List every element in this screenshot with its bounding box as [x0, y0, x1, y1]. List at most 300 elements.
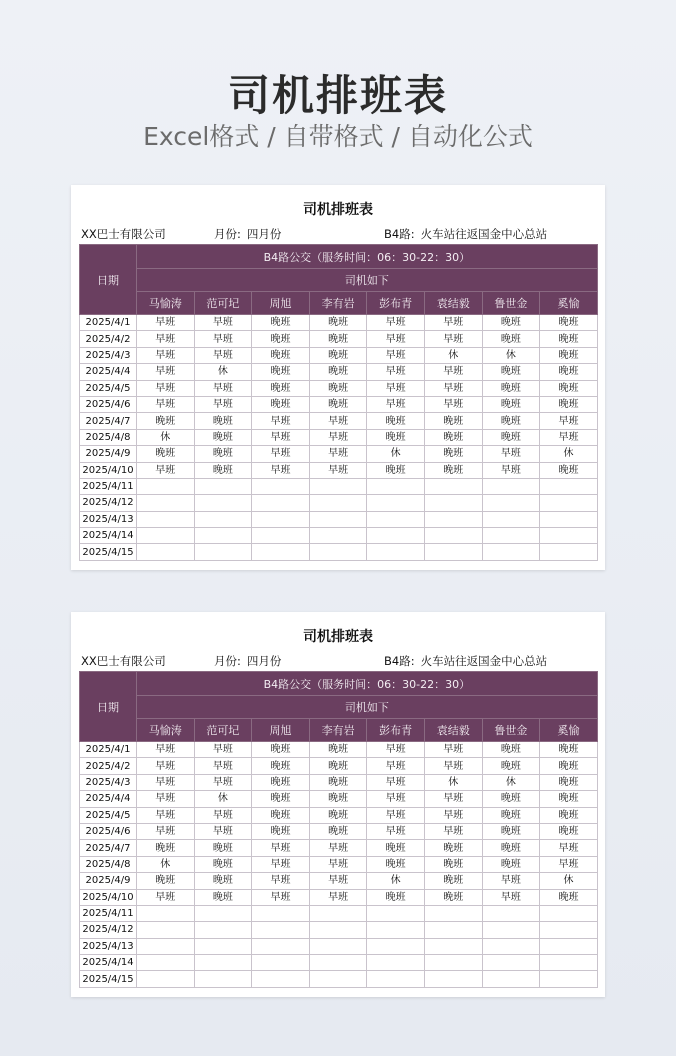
shift-cell[interactable]: [424, 971, 482, 987]
shift-cell[interactable]: 早班: [194, 742, 252, 758]
shift-cell[interactable]: 晚班: [367, 429, 425, 445]
shift-cell[interactable]: 晚班: [482, 396, 540, 412]
shift-cell[interactable]: 晚班: [540, 364, 598, 380]
shift-cell[interactable]: 晚班: [540, 774, 598, 790]
shift-cell[interactable]: 晚班: [482, 315, 540, 331]
shift-cell[interactable]: 早班: [137, 380, 195, 396]
shift-cell[interactable]: 早班: [252, 889, 310, 905]
shift-cell[interactable]: 晚班: [540, 823, 598, 839]
shift-cell[interactable]: 早班: [194, 774, 252, 790]
shift-cell[interactable]: 晚班: [252, 364, 310, 380]
shift-cell[interactable]: 晚班: [482, 413, 540, 429]
shift-cell[interactable]: [137, 528, 195, 544]
shift-cell[interactable]: [137, 905, 195, 921]
shift-cell[interactable]: 早班: [309, 446, 367, 462]
shift-cell[interactable]: 晚班: [194, 462, 252, 478]
shift-cell[interactable]: 晚班: [252, 331, 310, 347]
shift-cell[interactable]: [424, 478, 482, 494]
shift-cell[interactable]: 晚班: [540, 347, 598, 363]
table-row: [80, 856, 598, 872]
shift-cell[interactable]: 早班: [540, 413, 598, 429]
shift-cell[interactable]: 休: [367, 446, 425, 462]
schedule-body: [80, 742, 598, 988]
shift-cell[interactable]: 晚班: [194, 429, 252, 445]
shift-cell[interactable]: 早班: [367, 774, 425, 790]
date-cell[interactable]: 2025/4/13: [80, 938, 137, 954]
date-cell[interactable]: 2025/4/14: [80, 528, 137, 544]
shift-cell[interactable]: [194, 938, 252, 954]
shift-cell[interactable]: 晚班: [194, 446, 252, 462]
shift-cell[interactable]: [540, 971, 598, 987]
shift-cell[interactable]: [367, 478, 425, 494]
shift-cell[interactable]: 休: [482, 347, 540, 363]
shift-cell[interactable]: 晚班: [482, 823, 540, 839]
shift-cell[interactable]: 晚班: [252, 774, 310, 790]
shift-cell[interactable]: 晚班: [309, 774, 367, 790]
shift-cell[interactable]: [252, 905, 310, 921]
shift-cell[interactable]: 早班: [424, 823, 482, 839]
date-cell[interactable]: 2025/4/3: [80, 774, 137, 790]
shift-cell[interactable]: 晚班: [309, 791, 367, 807]
shift-cell[interactable]: [482, 922, 540, 938]
shift-cell[interactable]: 晚班: [540, 742, 598, 758]
date-cell[interactable]: 2025/4/11: [80, 905, 137, 921]
shift-cell[interactable]: [367, 938, 425, 954]
shift-cell[interactable]: [252, 922, 310, 938]
shift-cell[interactable]: 晚班: [194, 413, 252, 429]
shift-cell[interactable]: 晚班: [540, 889, 598, 905]
shift-cell[interactable]: [194, 922, 252, 938]
shift-cell[interactable]: 早班: [367, 331, 425, 347]
shift-cell[interactable]: 晚班: [309, 331, 367, 347]
shift-cell[interactable]: 早班: [424, 807, 482, 823]
schedule-body: [80, 315, 598, 561]
shift-cell[interactable]: 晚班: [309, 396, 367, 412]
shift-cell[interactable]: 休: [137, 429, 195, 445]
shift-cell[interactable]: 晚班: [194, 840, 252, 856]
shift-cell[interactable]: 早班: [367, 758, 425, 774]
date-cell[interactable]: 2025/4/10: [80, 462, 137, 478]
shift-cell[interactable]: 晚班: [252, 347, 310, 363]
shift-cell[interactable]: 早班: [424, 315, 482, 331]
shift-cell[interactable]: 晚班: [367, 413, 425, 429]
shift-cell[interactable]: 晚班: [367, 889, 425, 905]
shift-cell[interactable]: 晚班: [482, 331, 540, 347]
shift-cell[interactable]: [252, 955, 310, 971]
shift-cell[interactable]: 早班: [424, 791, 482, 807]
date-cell[interactable]: 2025/4/8: [80, 856, 137, 872]
driver-name-header: 李有岩: [309, 719, 367, 742]
shift-cell[interactable]: 早班: [194, 823, 252, 839]
shift-cell[interactable]: 早班: [137, 396, 195, 412]
shift-cell[interactable]: [424, 528, 482, 544]
shift-cell[interactable]: [252, 938, 310, 954]
shift-cell[interactable]: 早班: [137, 791, 195, 807]
shift-cell[interactable]: [424, 955, 482, 971]
shift-cell[interactable]: 早班: [367, 347, 425, 363]
shift-cell[interactable]: 早班: [252, 446, 310, 462]
date-cell[interactable]: 2025/4/7: [80, 840, 137, 856]
shift-cell[interactable]: [137, 922, 195, 938]
shift-cell[interactable]: [540, 938, 598, 954]
table-row: [80, 840, 598, 856]
date-cell[interactable]: 2025/4/6: [80, 396, 137, 412]
company-name: XX巴士有限公司: [81, 227, 166, 241]
date-cell[interactable]: 2025/4/6: [80, 823, 137, 839]
shift-cell[interactable]: [309, 922, 367, 938]
shift-cell[interactable]: [424, 511, 482, 527]
shift-cell[interactable]: 早班: [367, 823, 425, 839]
shift-cell[interactable]: [137, 544, 195, 560]
shift-cell[interactable]: [194, 495, 252, 511]
shift-cell[interactable]: [309, 511, 367, 527]
shift-cell[interactable]: 晚班: [540, 462, 598, 478]
shift-cell[interactable]: [194, 905, 252, 921]
shift-cell[interactable]: [137, 938, 195, 954]
table-row: [80, 823, 598, 839]
shift-cell[interactable]: 晚班: [309, 347, 367, 363]
shift-cell[interactable]: 早班: [137, 823, 195, 839]
date-cell[interactable]: 2025/4/12: [80, 922, 137, 938]
shift-cell[interactable]: 休: [424, 347, 482, 363]
shift-cell[interactable]: 晚班: [252, 380, 310, 396]
date-cell[interactable]: 2025/4/8: [80, 429, 137, 445]
shift-cell[interactable]: [424, 938, 482, 954]
shift-cell[interactable]: [482, 495, 540, 511]
shift-cell[interactable]: 早班: [252, 429, 310, 445]
table-row: [80, 478, 598, 494]
shift-cell[interactable]: 早班: [540, 429, 598, 445]
route-info: [384, 653, 547, 669]
date-cell[interactable]: 2025/4/9: [80, 873, 137, 889]
table-row: [80, 938, 598, 954]
shift-cell[interactable]: 晚班: [137, 446, 195, 462]
shift-cell[interactable]: 晚班: [367, 856, 425, 872]
shift-cell[interactable]: [540, 905, 598, 921]
shift-cell[interactable]: 早班: [137, 742, 195, 758]
shift-cell[interactable]: 早班: [137, 889, 195, 905]
shift-cell[interactable]: 晚班: [540, 791, 598, 807]
table-row: [80, 396, 598, 412]
shift-cell[interactable]: 晚班: [309, 758, 367, 774]
shift-cell[interactable]: 晚班: [482, 380, 540, 396]
shift-cell[interactable]: 早班: [424, 758, 482, 774]
driver-name-header: 奚愉: [540, 292, 598, 315]
shift-cell[interactable]: [252, 495, 310, 511]
shift-cell[interactable]: 晚班: [482, 429, 540, 445]
shift-cell[interactable]: 早班: [194, 315, 252, 331]
date-cell[interactable]: 2025/4/10: [80, 889, 137, 905]
shift-cell[interactable]: 早班: [194, 396, 252, 412]
shift-cell[interactable]: 晚班: [482, 758, 540, 774]
date-cell[interactable]: 2025/4/5: [80, 807, 137, 823]
shift-cell[interactable]: [482, 905, 540, 921]
shift-cell[interactable]: 晚班: [137, 413, 195, 429]
shift-cell[interactable]: 晚班: [540, 331, 598, 347]
table-row: [80, 364, 598, 380]
table-row: [80, 971, 598, 987]
date-cell[interactable]: 2025/4/15: [80, 971, 137, 987]
shift-cell[interactable]: 晚班: [482, 807, 540, 823]
shift-cell[interactable]: 休: [424, 774, 482, 790]
shift-cell[interactable]: 晚班: [252, 823, 310, 839]
shift-cell[interactable]: [367, 971, 425, 987]
table-row: [80, 528, 598, 544]
shift-cell[interactable]: 晚班: [540, 396, 598, 412]
shift-cell[interactable]: 晚班: [482, 791, 540, 807]
schedule-sheet: [71, 185, 605, 570]
shift-cell[interactable]: 晚班: [424, 413, 482, 429]
shift-cell[interactable]: 晚班: [137, 840, 195, 856]
shift-cell[interactable]: 早班: [194, 380, 252, 396]
shift-cell[interactable]: 晚班: [424, 889, 482, 905]
driver-name-row: [80, 292, 598, 315]
shift-cell[interactable]: [482, 511, 540, 527]
shift-cell[interactable]: 早班: [424, 331, 482, 347]
shift-cell[interactable]: [482, 544, 540, 560]
shift-cell[interactable]: 晚班: [424, 429, 482, 445]
shift-cell[interactable]: 早班: [309, 462, 367, 478]
shift-cell[interactable]: 早班: [424, 364, 482, 380]
shift-cell[interactable]: [309, 478, 367, 494]
shift-cell[interactable]: 早班: [137, 462, 195, 478]
shift-cell[interactable]: [194, 511, 252, 527]
shift-cell[interactable]: 晚班: [194, 889, 252, 905]
shift-cell[interactable]: [540, 528, 598, 544]
shift-cell[interactable]: [309, 495, 367, 511]
shift-cell[interactable]: 休: [194, 791, 252, 807]
shift-cell[interactable]: [194, 528, 252, 544]
sheet-title: 司机排班表: [303, 629, 373, 645]
shift-cell[interactable]: [482, 478, 540, 494]
shift-cell[interactable]: [137, 495, 195, 511]
shift-cell[interactable]: 晚班: [252, 791, 310, 807]
shift-cell[interactable]: [540, 955, 598, 971]
shift-cell[interactable]: [309, 544, 367, 560]
shift-cell[interactable]: [367, 511, 425, 527]
shift-cell[interactable]: 晚班: [309, 807, 367, 823]
shift-cell[interactable]: 晚班: [309, 364, 367, 380]
shift-cell[interactable]: 晚班: [424, 856, 482, 872]
date-cell[interactable]: 2025/4/15: [80, 544, 137, 560]
date-cell[interactable]: 2025/4/2: [80, 758, 137, 774]
shift-cell[interactable]: 早班: [424, 380, 482, 396]
shift-cell[interactable]: 早班: [252, 462, 310, 478]
shift-cell[interactable]: [482, 938, 540, 954]
shift-cell[interactable]: [424, 544, 482, 560]
date-cell[interactable]: 2025/4/7: [80, 413, 137, 429]
shift-cell[interactable]: 休: [367, 873, 425, 889]
shift-cell[interactable]: 晚班: [424, 446, 482, 462]
shift-cell[interactable]: 早班: [309, 429, 367, 445]
shift-cell[interactable]: [252, 528, 310, 544]
shift-cell[interactable]: 晚班: [482, 856, 540, 872]
shift-cell[interactable]: 晚班: [540, 807, 598, 823]
shift-cell[interactable]: 晚班: [424, 840, 482, 856]
shift-cell[interactable]: [482, 971, 540, 987]
shift-cell[interactable]: 早班: [252, 413, 310, 429]
date-cell[interactable]: 2025/4/2: [80, 331, 137, 347]
shift-cell[interactable]: [309, 528, 367, 544]
shift-cell[interactable]: 晚班: [309, 823, 367, 839]
shift-cell[interactable]: [309, 955, 367, 971]
shift-cell[interactable]: 早班: [367, 791, 425, 807]
shift-cell[interactable]: 早班: [137, 364, 195, 380]
shift-cell[interactable]: [367, 495, 425, 511]
bus-service-header: B4路公交（服务时间：06：30-22：30）: [137, 672, 598, 696]
shift-cell[interactable]: [424, 922, 482, 938]
driver-name-header: 范可圮: [194, 719, 252, 742]
shift-cell[interactable]: 早班: [137, 347, 195, 363]
date-cell[interactable]: 2025/4/4: [80, 364, 137, 380]
shift-cell[interactable]: [540, 544, 598, 560]
shift-cell[interactable]: [540, 922, 598, 938]
shift-cell[interactable]: 早班: [309, 873, 367, 889]
shift-cell[interactable]: 早班: [137, 774, 195, 790]
table-row: [80, 315, 598, 331]
shift-cell[interactable]: 早班: [424, 742, 482, 758]
date-cell[interactable]: 2025/4/3: [80, 347, 137, 363]
shift-cell[interactable]: [137, 971, 195, 987]
shift-cell[interactable]: 早班: [540, 856, 598, 872]
shift-cell[interactable]: 早班: [194, 807, 252, 823]
shift-cell[interactable]: [367, 955, 425, 971]
shift-cell[interactable]: [540, 511, 598, 527]
shift-cell[interactable]: 早班: [137, 315, 195, 331]
shift-cell[interactable]: 早班: [252, 840, 310, 856]
shift-cell[interactable]: 早班: [137, 331, 195, 347]
shift-cell[interactable]: 晚班: [367, 462, 425, 478]
drivers-header: 司机如下: [137, 696, 598, 719]
shift-cell[interactable]: [482, 528, 540, 544]
shift-cell[interactable]: 早班: [482, 873, 540, 889]
shift-cell[interactable]: 晚班: [309, 315, 367, 331]
shift-cell[interactable]: [252, 511, 310, 527]
shift-cell[interactable]: [367, 922, 425, 938]
shift-cell[interactable]: 早班: [194, 758, 252, 774]
shift-cell[interactable]: 早班: [194, 347, 252, 363]
shift-cell[interactable]: 早班: [482, 889, 540, 905]
shift-cell[interactable]: 早班: [367, 742, 425, 758]
shift-cell[interactable]: [367, 544, 425, 560]
shift-cell[interactable]: [194, 478, 252, 494]
shift-cell[interactable]: [137, 955, 195, 971]
shift-cell[interactable]: 晚班: [252, 396, 310, 412]
shift-cell[interactable]: 晚班: [367, 840, 425, 856]
shift-cell[interactable]: 晚班: [424, 462, 482, 478]
shift-cell[interactable]: 早班: [367, 807, 425, 823]
date-cell[interactable]: 2025/4/9: [80, 446, 137, 462]
shift-cell[interactable]: 休: [137, 856, 195, 872]
date-cell[interactable]: 2025/4/14: [80, 955, 137, 971]
shift-cell[interactable]: 休: [194, 364, 252, 380]
shift-cell[interactable]: 早班: [367, 315, 425, 331]
shift-cell[interactable]: 早班: [367, 380, 425, 396]
shift-cell[interactable]: 晚班: [540, 758, 598, 774]
shift-cell[interactable]: 休: [482, 774, 540, 790]
shift-cell[interactable]: 早班: [482, 462, 540, 478]
shift-cell[interactable]: [540, 495, 598, 511]
month-info: [214, 226, 281, 242]
shift-cell[interactable]: [194, 971, 252, 987]
shift-cell[interactable]: 晚班: [540, 380, 598, 396]
shift-cell[interactable]: 早班: [309, 889, 367, 905]
shift-cell[interactable]: 早班: [367, 396, 425, 412]
shift-cell[interactable]: 早班: [309, 840, 367, 856]
shift-cell[interactable]: 晚班: [309, 380, 367, 396]
shift-cell[interactable]: 晚班: [252, 758, 310, 774]
shift-cell[interactable]: 早班: [137, 758, 195, 774]
shift-cell[interactable]: 晚班: [194, 856, 252, 872]
shift-cell[interactable]: 晚班: [424, 873, 482, 889]
shift-cell[interactable]: 早班: [424, 396, 482, 412]
shift-cell[interactable]: [424, 495, 482, 511]
shift-cell[interactable]: [309, 938, 367, 954]
date-cell[interactable]: 2025/4/4: [80, 791, 137, 807]
shift-cell[interactable]: 晚班: [482, 742, 540, 758]
date-cell[interactable]: 2025/4/13: [80, 511, 137, 527]
shift-cell[interactable]: [367, 905, 425, 921]
shift-cell[interactable]: 早班: [309, 856, 367, 872]
shift-cell[interactable]: [424, 905, 482, 921]
shift-cell[interactable]: 早班: [309, 413, 367, 429]
driver-name-header: 彭布青: [367, 292, 425, 315]
shift-cell[interactable]: [252, 971, 310, 987]
date-cell[interactable]: 2025/4/12: [80, 495, 137, 511]
shift-cell[interactable]: 晚班: [252, 807, 310, 823]
shift-cell[interactable]: 晚班: [252, 742, 310, 758]
shift-cell[interactable]: [252, 478, 310, 494]
shift-cell[interactable]: 晚班: [482, 364, 540, 380]
date-cell[interactable]: 2025/4/1: [80, 742, 137, 758]
shift-cell[interactable]: 早班: [194, 331, 252, 347]
shift-cell[interactable]: 晚班: [540, 315, 598, 331]
driver-name-header: 鲁世金: [482, 719, 540, 742]
shift-cell[interactable]: [367, 528, 425, 544]
shift-cell[interactable]: 休: [540, 446, 598, 462]
shift-cell[interactable]: 晚班: [482, 840, 540, 856]
drivers-header: 司机如下: [137, 269, 598, 292]
shift-cell[interactable]: 早班: [252, 856, 310, 872]
shift-cell[interactable]: 休: [540, 873, 598, 889]
date-cell[interactable]: 2025/4/1: [80, 315, 137, 331]
date-cell[interactable]: 2025/4/5: [80, 380, 137, 396]
shift-cell[interactable]: 晚班: [252, 315, 310, 331]
shift-cell[interactable]: 早班: [252, 873, 310, 889]
shift-cell[interactable]: 早班: [367, 364, 425, 380]
shift-cell[interactable]: 早班: [482, 446, 540, 462]
shift-cell[interactable]: 早班: [540, 840, 598, 856]
shift-cell[interactable]: 晚班: [194, 873, 252, 889]
date-header: 日期: [80, 245, 137, 315]
driver-name-header: 袁结毅: [424, 719, 482, 742]
shift-cell[interactable]: 晚班: [309, 742, 367, 758]
shift-cell[interactable]: [540, 478, 598, 494]
table-row: [80, 905, 598, 921]
shift-cell[interactable]: [194, 955, 252, 971]
shift-cell[interactable]: [194, 544, 252, 560]
shift-cell[interactable]: [137, 511, 195, 527]
shift-cell[interactable]: [137, 478, 195, 494]
shift-cell[interactable]: [482, 955, 540, 971]
shift-cell[interactable]: [252, 544, 310, 560]
driver-name-header: 李有岩: [309, 292, 367, 315]
shift-cell[interactable]: 晚班: [137, 873, 195, 889]
shift-cell[interactable]: [309, 905, 367, 921]
shift-cell[interactable]: 早班: [137, 807, 195, 823]
date-cell[interactable]: 2025/4/11: [80, 478, 137, 494]
shift-cell[interactable]: [309, 971, 367, 987]
